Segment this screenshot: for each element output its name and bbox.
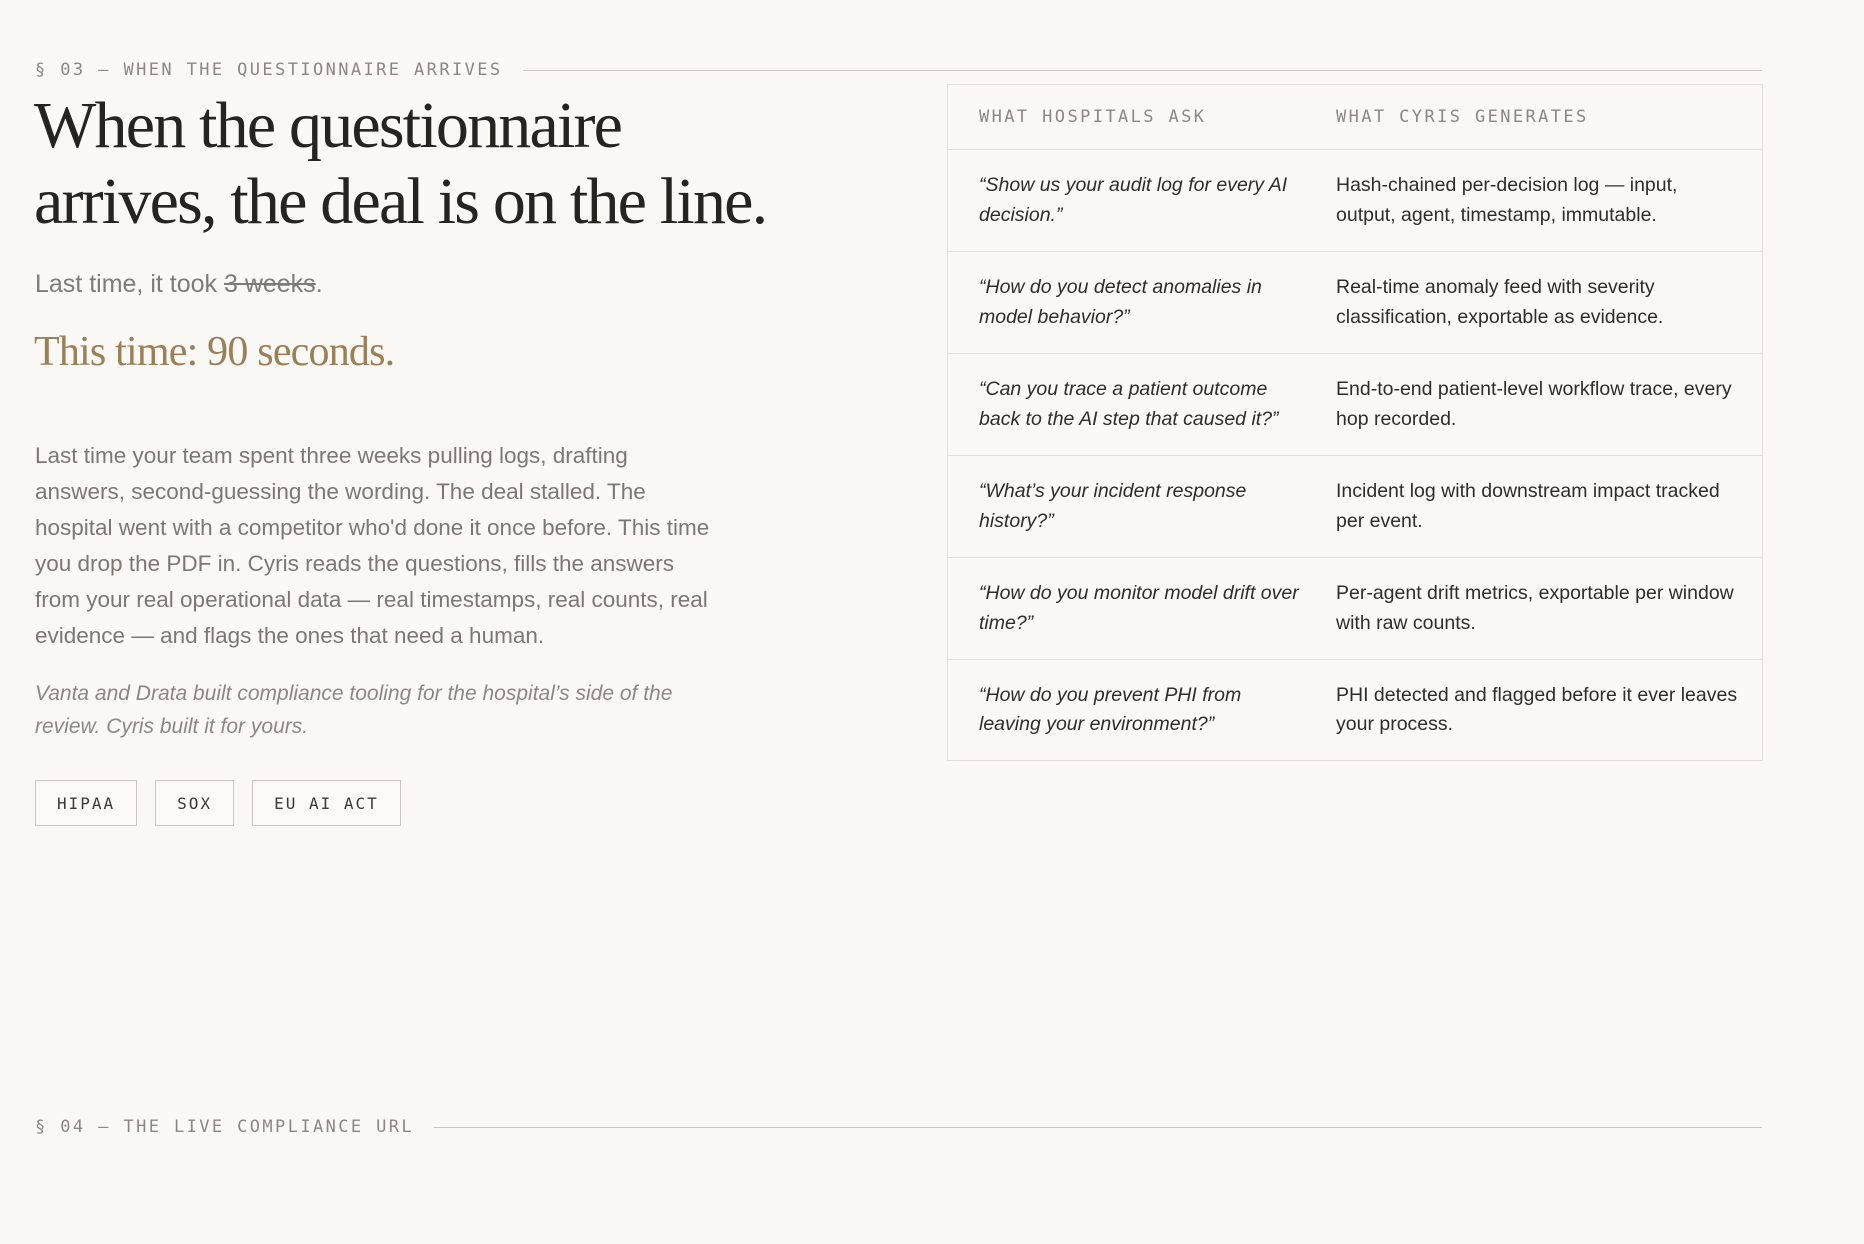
- hospital-question: “Show us your audit log for every AI decision.”: [979, 174, 1288, 226]
- cyris-answer: Real-time anomaly feed with severity classification, exportable as evidence.: [1336, 276, 1664, 328]
- table-row: [948, 252, 1762, 354]
- section-03-divider: [523, 70, 1763, 71]
- this-time-line: This time: 90 seconds.: [34, 329, 395, 375]
- cyris-answer: End-to-end patient-level workflow trace, every hop recorded.: [1336, 378, 1732, 430]
- section-04-label: § 04 — THE LIVE COMPLIANCE URL: [35, 1117, 415, 1137]
- hospital-question: “How do you monitor model drift over time?”: [979, 582, 1299, 634]
- cyris-answer: PHI detected and flagged before it ever leaves your process.: [1336, 683, 1738, 735]
- section-03-label: § 03 — WHEN THE QUESTIONNAIRE ARRIVES: [35, 60, 503, 80]
- section-03-header: [35, 60, 1762, 80]
- questions-answers-table: [947, 84, 1763, 761]
- header-what-hospitals-ask: WHAT HOSPITALS ASK: [979, 107, 1207, 127]
- table-row: [948, 354, 1762, 456]
- comparison-note: Vanta and Drata built compliance tooling for the hospital’s side of the review. Cyris built it for yours.: [35, 682, 673, 738]
- last-time-suffix: .: [315, 270, 323, 298]
- table-row: [948, 660, 1762, 760]
- badge-hipaa[interactable]: HIPAA: [35, 780, 137, 826]
- cyris-answer: Incident log with downstream impact tracked per event.: [1336, 480, 1720, 532]
- table-row: [948, 456, 1762, 558]
- headline: When the questionnaire arrives, the deal is on the line.: [34, 89, 767, 238]
- cyris-answer: Per-agent drift metrics, exportable per window with raw counts.: [1336, 582, 1734, 634]
- last-time-struck-duration: 3 weeks: [223, 270, 316, 298]
- last-time-line: [35, 270, 323, 299]
- body-paragraph: Last time your team spent three weeks pulling logs, drafting answers, second-guessing the wording. The deal stalled. The hospital went with a competitor who'd done it once before. This time you drop the PDF in. Cyris reads the questions, fills the answers from your real operational data — real timestamps, real counts, real evidence — and flags the ones that need a human.: [35, 443, 710, 648]
- section-04-header: [35, 1117, 1762, 1137]
- cyris-answer: Hash-chained per-decision log — input, output, agent, timestamp, immutable.: [1336, 174, 1678, 226]
- header-what-cyris-generates: WHAT CYRIS GENERATES: [1336, 107, 1589, 127]
- hospital-question: “What’s your incident response history?”: [979, 480, 1247, 532]
- table-header: [948, 85, 1762, 150]
- table-row: [948, 558, 1762, 660]
- hospital-question: “How do you prevent PHI from leaving your environment?”: [979, 683, 1242, 735]
- hospital-question: “How do you detect anomalies in model behavior?”: [979, 276, 1262, 328]
- section-04-divider: [434, 1127, 1762, 1128]
- table-row: [948, 150, 1762, 252]
- compliance-badges: [35, 780, 401, 826]
- last-time-prefix: Last time, it took: [35, 270, 224, 298]
- badge-sox[interactable]: SOX: [155, 780, 234, 826]
- hospital-question: “Can you trace a patient outcome back to the AI step that caused it?”: [979, 378, 1279, 430]
- badge-eu-ai-act[interactable]: EU AI ACT: [252, 780, 401, 826]
